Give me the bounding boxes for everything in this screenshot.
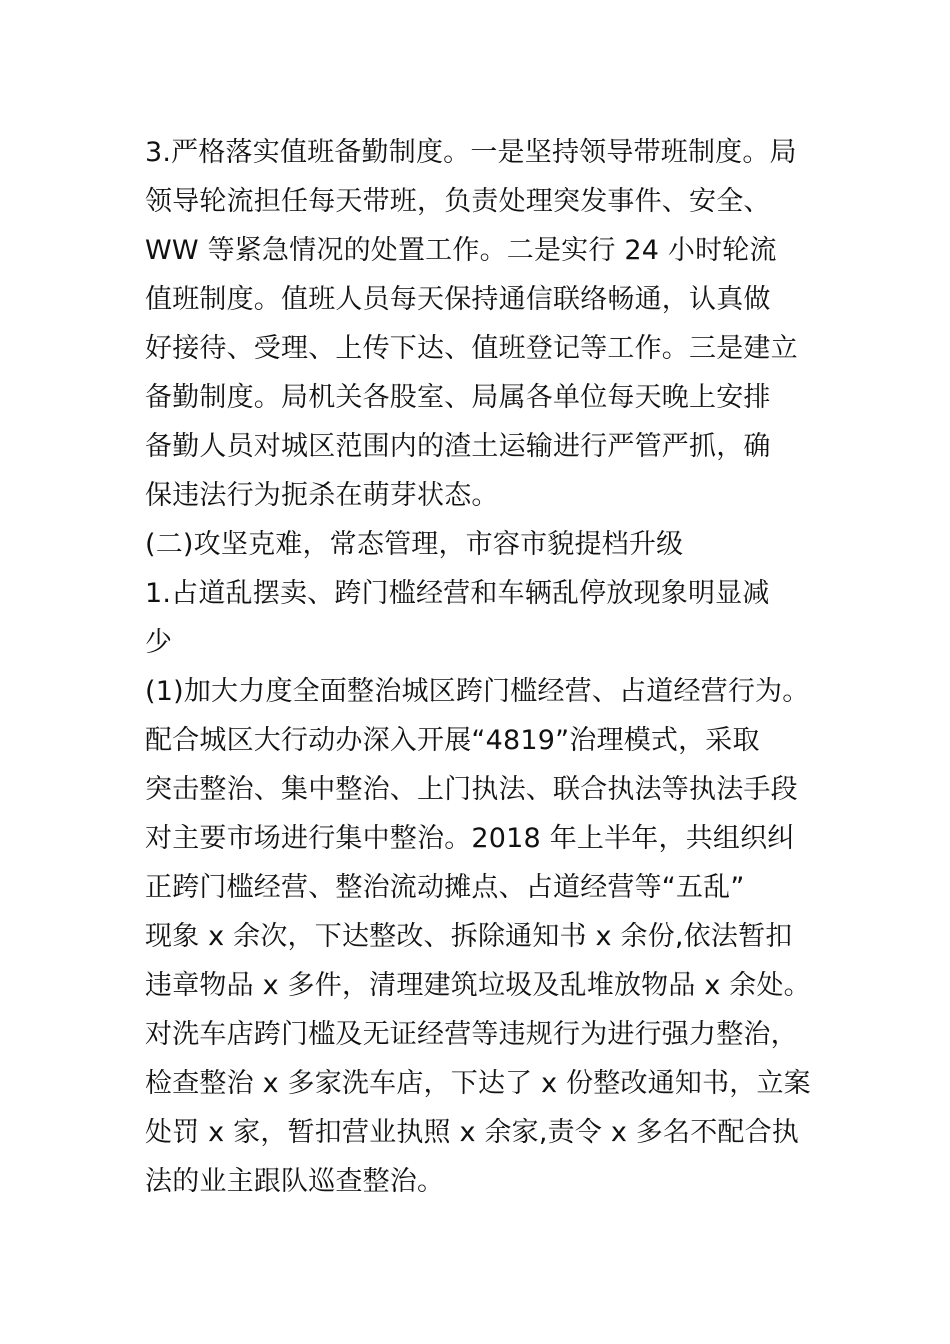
paragraph-line: 配合城区大行动办深入开展“4819”治理模式，采取 [145, 725, 760, 756]
paragraph-line: WW 等紧急情况的处置工作。二是实行 24 小时轮流 [145, 235, 777, 266]
paragraph-line: 备勤制度。局机关各股室、局属各单位每天晚上安排 [145, 382, 771, 413]
document-body [145, 128, 835, 1206]
paragraph-line: 法的业主跟队巡查整治。 [145, 1166, 445, 1197]
paragraph-line: 对主要市场进行集中整治。2018 年上半年，共组织纠 [145, 823, 795, 854]
subsection-heading-line: 1.占道乱摆卖、跨门槛经营和车辆乱停放现象明显减 [145, 578, 770, 609]
paragraph-line: 正跨门槛经营、整治流动摊点、占道经营等“五乱” [145, 872, 745, 903]
paragraph-line: 3.严格落实值班备勤制度。一是坚持领导带班制度。局 [145, 137, 797, 168]
paragraph-line: 违章物品 x 多件，清理建筑垃圾及乱堆放物品 x 余处。 [145, 970, 811, 1001]
paragraph-line: 领导轮流担任每天带班，负责处理突发事件、安全、 [145, 186, 771, 217]
paragraph-line: 处罚 x 家，暂扣营业执照 x 余家,责令 x 多名不配合执 [145, 1117, 800, 1148]
paragraph-line: 备勤人员对城区范围内的渣土运输进行严管严抓，确 [145, 431, 771, 462]
paragraph-line: 保违法行为扼杀在萌芽状态。 [145, 480, 499, 511]
subsection-heading-line: 少 [145, 627, 173, 658]
paragraph-line: 现象 x 余次，下达整改、拆除通知书 x 余份,依法暂扣 [145, 921, 793, 952]
paragraph-line: 检查整治 x 多家洗车店，下达了 x 份整改通知书，立案 [145, 1068, 811, 1099]
paragraph-line: 值班制度。值班人员每天保持通信联络畅通，认真做 [145, 284, 771, 315]
paragraph-line: 好接待、受理、上传下达、值班登记等工作。三是建立 [145, 333, 798, 364]
paragraph-line: 突击整治、集中整治、上门执法、联合执法等执法手段 [145, 774, 798, 805]
paragraph-line: (1)加大力度全面整治城区跨门槛经营、占道经营行为。 [145, 676, 810, 707]
paragraph-line: 对洗车店跨门槛及无证经营等违规行为进行强力整治， [145, 1019, 798, 1050]
section-heading: (二)攻坚克难，常态管理，市容市貌提档升级 [145, 529, 684, 560]
